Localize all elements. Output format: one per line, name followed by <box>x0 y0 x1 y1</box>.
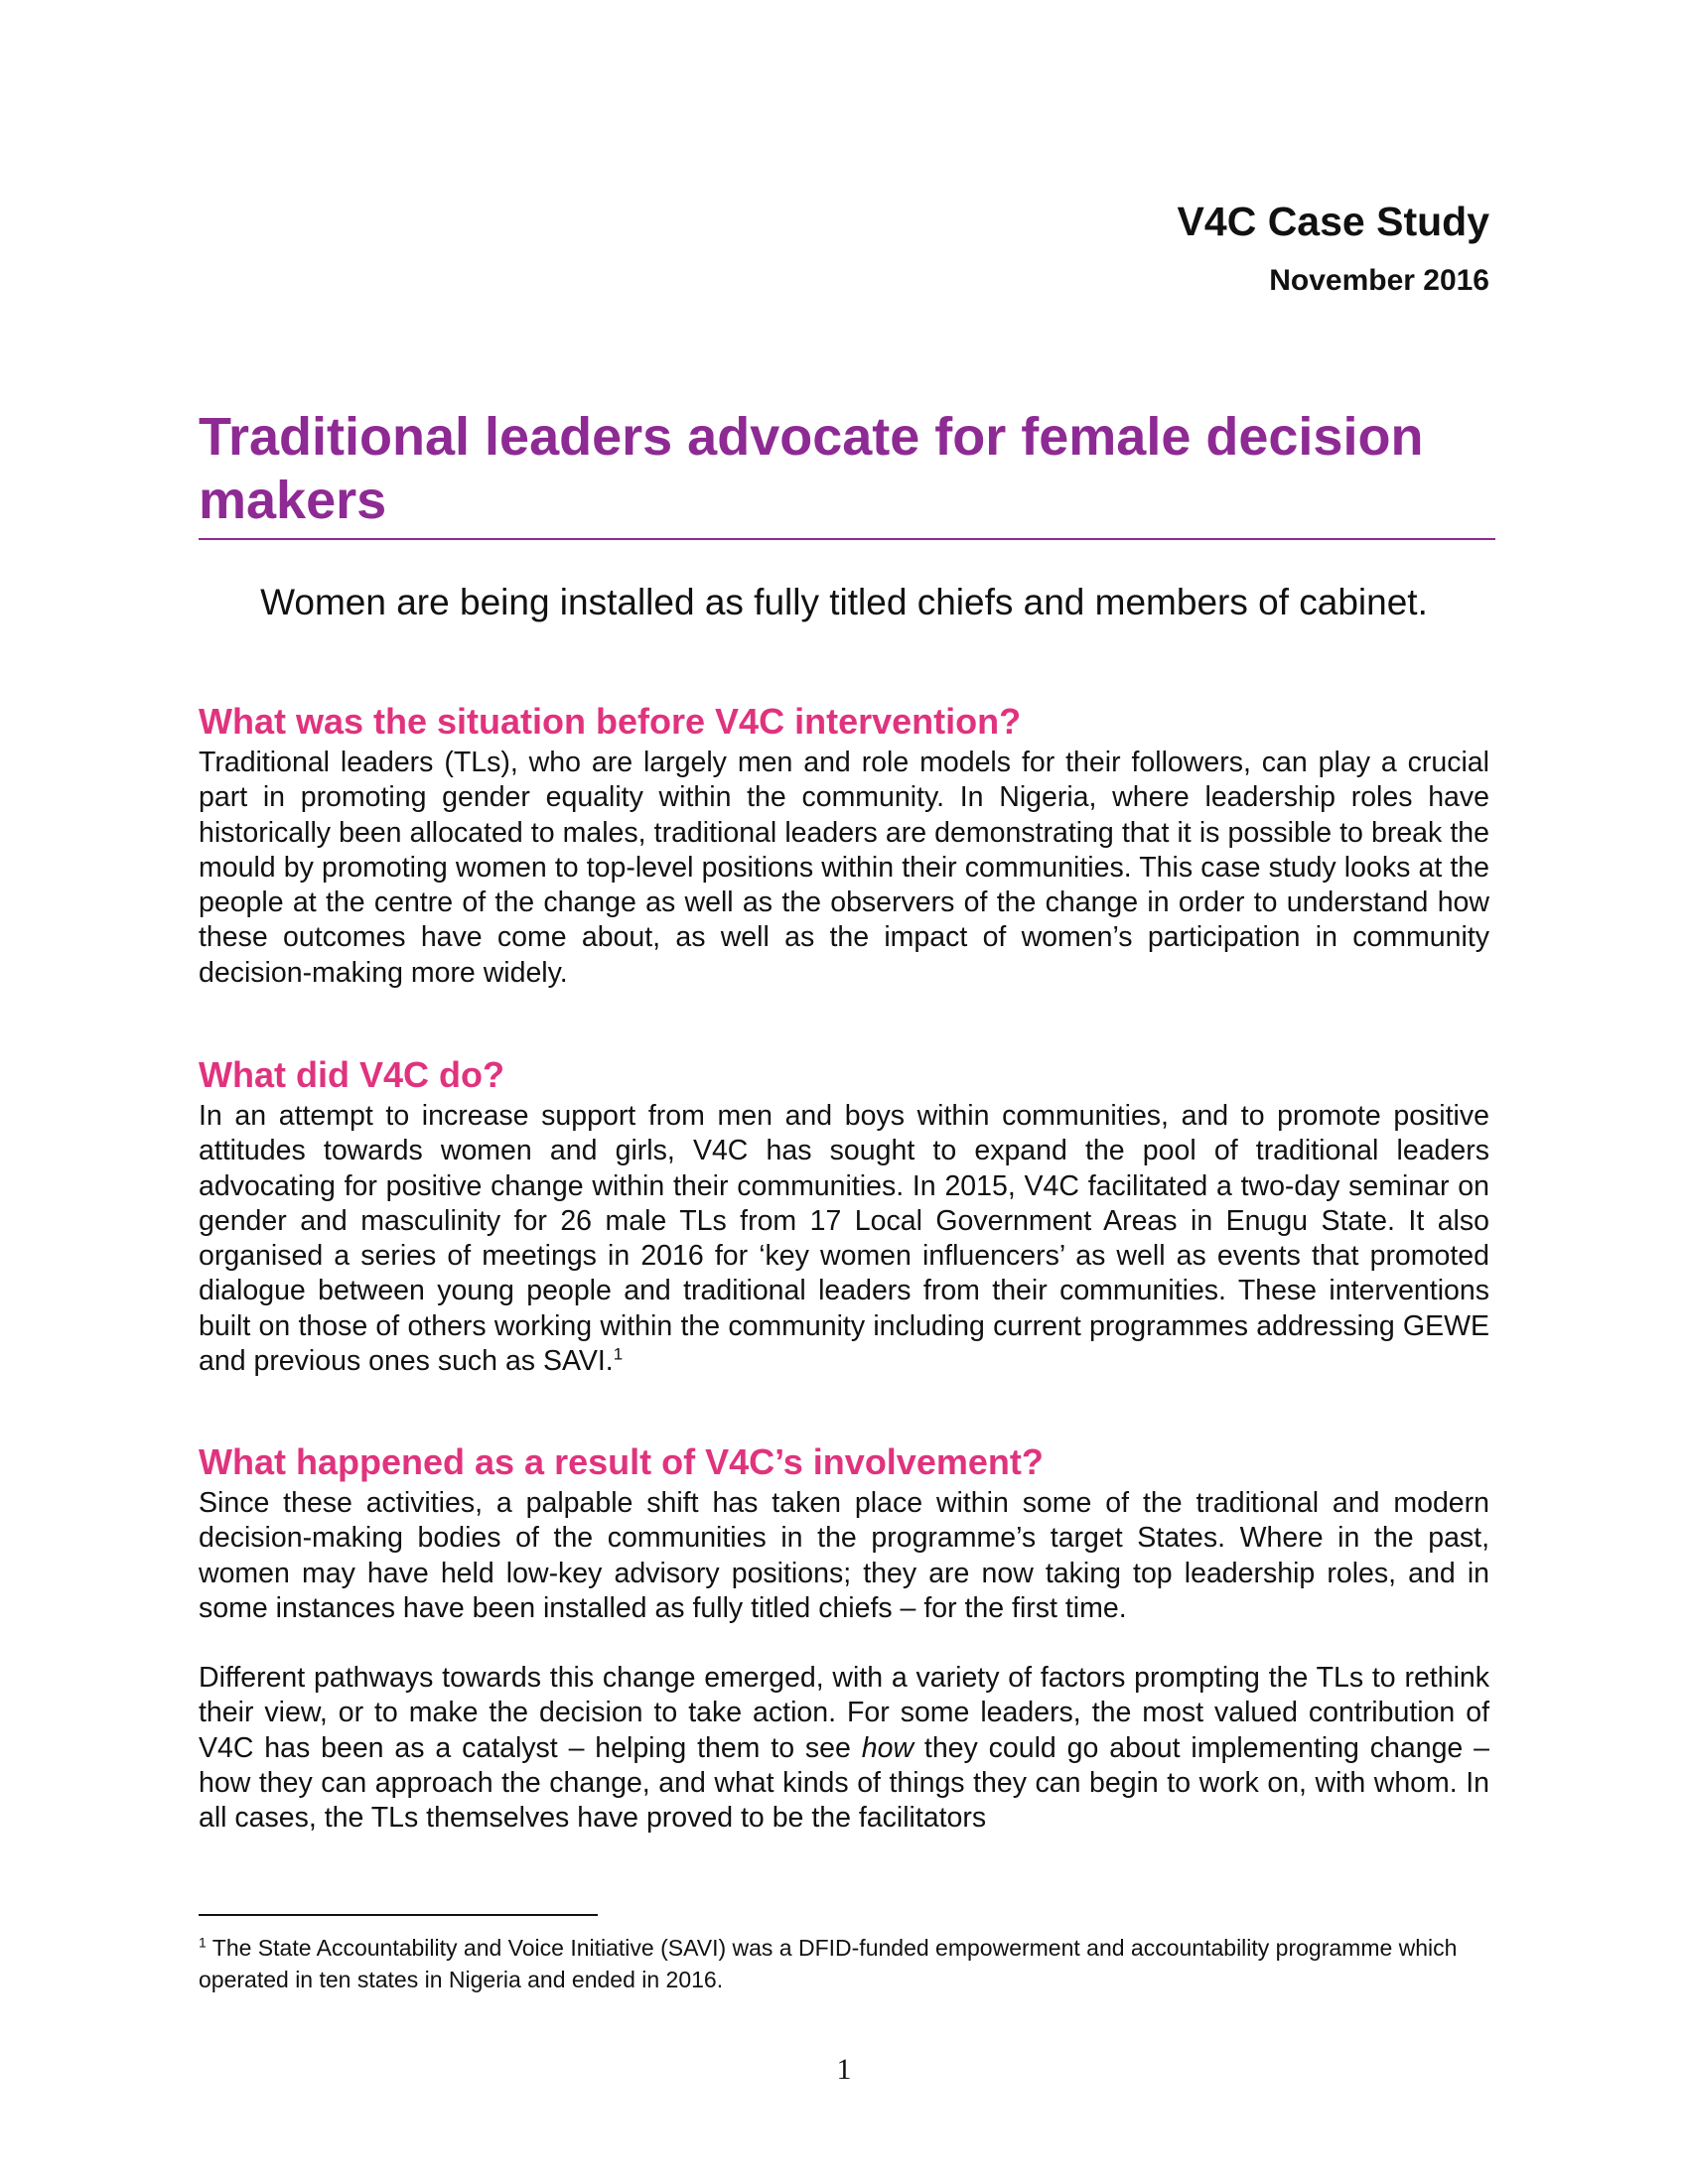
paragraph-text: In an attempt to increase support from men and boys within communities, and to promote positive attitudes towards women and girls, V4C has sought to expand the pool of traditional leaders advocating for positive change within their communities. In 2015, V4C facilitated a two-day seminar on gender and masculinity for 26 male TLs from 17 Local Government Areas in Enugu State. It also organised a series of meetings in 2016 for ‘key women influencers’ as well as events that promoted dialogue between young people and traditional leaders from their communities. These interventions built on those of others working within the community including current programmes addressing GEWE and previous ones such as SAVI. <box>199 1100 1489 1378</box>
section-what-v4c-did <box>199 1054 1489 1379</box>
document-page <box>199 0 1489 2184</box>
section-heading: What happened as a result of V4C’s involvement? <box>199 1441 1044 1482</box>
document-type-label: V4C Case Study <box>1177 199 1489 244</box>
footnote-text: The State Accountability and Voice Initiative (SAVI) was a DFID-funded empowerment and accountability programme which operated in ten states in Nigeria and ended in 2016. <box>199 1935 1458 1992</box>
section-paragraph: Traditional leaders (TLs), who are largely men and role models for their followers, can play a crucial part in promoting gender equality within the community. In Nigeria, where leadership roles have historically been allocated to males, traditional leaders are demonstrating that it is possible to break the mould by promoting women to top-level positions within their communities. This case study looks at the people at the centre of the change as well as the observers of the change in order to understand how these outcomes have come about, as well as the impact of women’s participation in community decision-making more widely. <box>199 747 1489 989</box>
page-title: Traditional leaders advocate for female decision makers <box>199 405 1495 540</box>
page-number: 1 <box>836 2053 852 2086</box>
section-paragraph <box>199 1661 1489 1836</box>
subtitle: Women are being installed as fully titled chiefs and members of cabinet. <box>260 582 1428 622</box>
section-heading: What did V4C do? <box>199 1054 504 1095</box>
section-paragraph: Since these activities, a palpable shift has taken place within some of the traditional and modern decision-making bodies of the communities in the programme’s target States. Where in the past, women may have held low-key advisory positions; they are now taking top leadership roles, and in some instances have been installed as fully titled chiefs – for the first time. <box>199 1487 1489 1624</box>
paragraph-text: Different pathways towards this change emerged, with a variety of factors prompting the TLs to rethink their view, or to make the decision to take action. For some leaders, the most valued contribution of V4C has been as a catalyst – helping them to see <box>199 1662 1489 1764</box>
section-heading: What was the situation before V4C intervention? <box>199 701 1022 742</box>
paragraph-text: they could go about implementing change – how they can approach the change, and what kinds of things they can begin to work on, with whom. In all cases, the TLs themselves have proved to be the facilitators <box>199 1731 1489 1835</box>
footnote-marker: 1 <box>199 1934 207 1951</box>
footnote-reference[interactable]: 1 <box>613 1344 624 1364</box>
emphasis-text: how <box>861 1731 914 1764</box>
section-paragraph <box>199 1099 1489 1379</box>
footnote-divider <box>199 1914 598 1916</box>
document-date: November 2016 <box>1269 264 1489 297</box>
section-situation-before <box>199 701 1489 991</box>
footnote <box>199 1932 1489 1995</box>
section-result <box>199 1441 1489 1837</box>
